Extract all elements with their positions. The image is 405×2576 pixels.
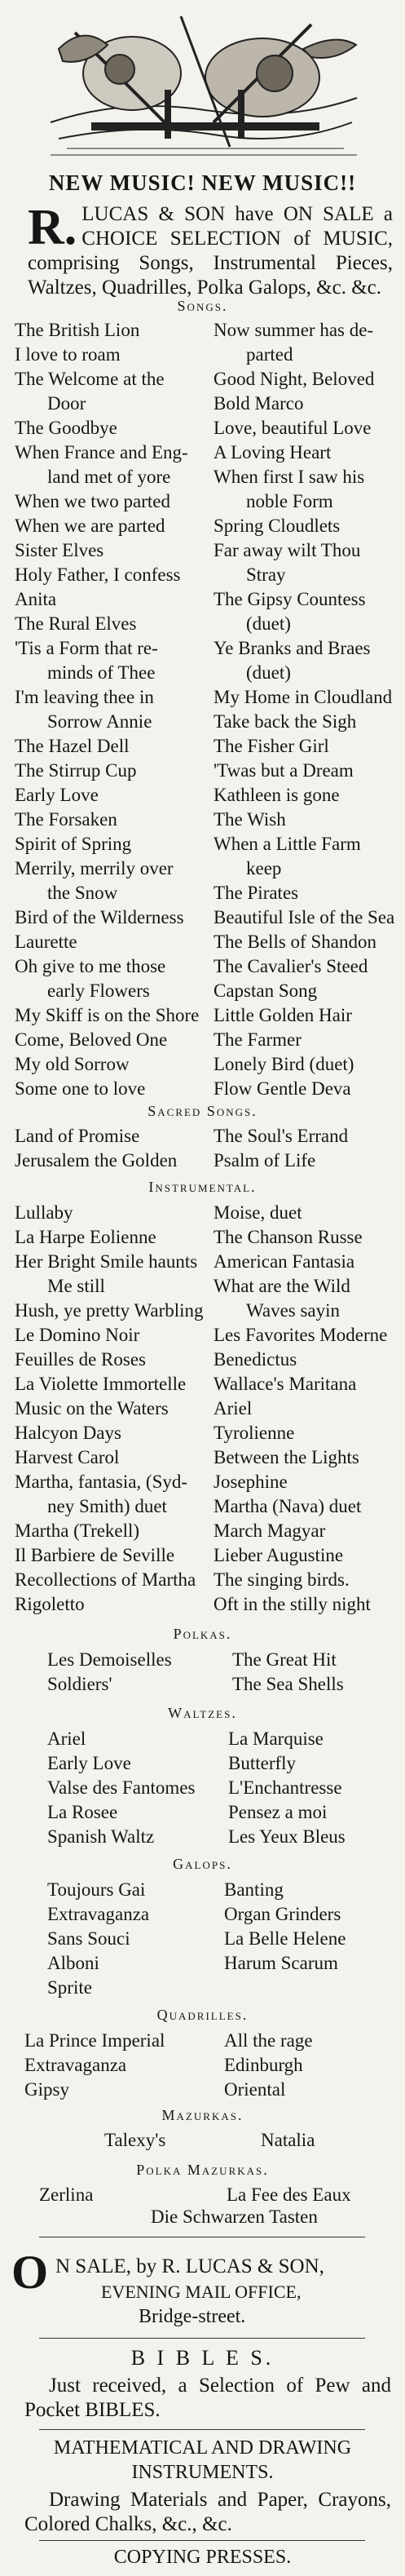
list-item: My old Sorrow [15,1054,130,1074]
list-item: The Forsaken [15,809,117,830]
list-item: Bold Marco [214,393,304,414]
list-item: Organ Grinders [224,1904,341,1924]
list-item: What are the Wild [214,1276,350,1296]
section-heading-songs: Songs. [177,298,228,314]
list-item: The Fisher Girl [214,736,329,756]
list-item: Feuilles de Roses [15,1349,146,1370]
list-item: When we two parted [15,491,170,511]
divider [39,2338,365,2339]
list-item: L'Enchantresse [228,1777,342,1798]
section-heading-polkas: Polkas. [173,1626,232,1642]
list-item: The Rural Elves [15,613,137,634]
list-item: Between the Lights [214,1447,359,1467]
list-item: Bird of the Wilderness [15,907,184,927]
copying-presses-heading: COPYING PRESSES. [113,2547,292,2568]
list-item: The Soul's Errand [214,1126,349,1146]
intro-paragraph [28,202,393,300]
list-item: The Welcome at the [15,369,165,389]
list-item: Martha (Trekell) [15,1520,140,1541]
section-heading-instrumental: Instrumental. [148,1179,257,1195]
list-item: A Loving Heart [214,442,332,463]
list-item: Some one to love [15,1078,146,1099]
list-item: Moise, duet [214,1202,302,1223]
list-item: Natalia [261,2130,315,2150]
list-item: The Hazel Dell [15,736,130,756]
list-item: Il Barbiere de Seville [15,1545,175,1565]
list-item: Benedictus [214,1349,297,1370]
polka-mazurkas-right-column [227,2183,351,2207]
list-item: I'm leaving thee in [15,687,154,707]
quadrilles-right-column [224,2029,313,2102]
list-item: All the rage [224,2030,313,2051]
list-item: Come, Beloved One [15,1029,168,1050]
waltzes-left-column [47,1727,195,1849]
section-heading-quadrilles: Quadrilles. [156,2007,249,2023]
list-item: Beautiful Isle of the Sea [214,907,395,927]
list-item: Merrily, merrily over [15,858,174,879]
list-item: Rigoletto [15,1594,85,1614]
on-sale-line-1: N SALE, by R. LUCAS & SON, [55,2255,324,2277]
list-item: Valse des Fantomes [47,1777,196,1798]
list-item: Spring Cloudlets [214,516,341,536]
list-item: La Violette Immortelle [15,1374,187,1394]
list-item: The Gipsy Countess [214,589,366,609]
list-item: Le Domino Noir [15,1325,140,1345]
headline: NEW MUSIC! NEW MUSIC!! [48,170,357,195]
list-item: American Fantasia [214,1251,355,1272]
waltzes-right-column [228,1727,346,1849]
list-item: Ye Branks and Braes [214,638,371,658]
list-item: The Chanson Russe [214,1227,363,1247]
list-item: I love to roam [15,344,121,365]
list-item: Harvest Carol [15,1447,120,1467]
list-item: The Great Hit [232,1649,337,1670]
list-item: La Fee des Eaux [227,2184,351,2205]
divider [39,2540,365,2541]
list-item: Take back the Sigh [214,711,357,732]
list-item: La Harpe Eolienne [15,1227,156,1247]
list-item: Pensez a moi [228,1802,328,1822]
quadrilles-left-column [24,2029,165,2102]
on-sale-dropcap: O [11,2246,49,2299]
polka-mazurkas-left-column [39,2183,93,2207]
list-item: Jerusalem the Golden [15,1150,178,1171]
on-sale-line-2: EVENING MAIL OFFICE, [101,2282,302,2302]
list-item: Spanish Waltz [47,1826,155,1847]
list-item: Extravaganza [47,1904,150,1924]
list-item: Kathleen is gone [214,785,340,805]
list-item: Oft in the stilly night [214,1594,371,1614]
list-item: minds of Thee [47,662,156,683]
list-item: The Cavalier's Steed [214,956,368,976]
list-item: Now summer has de- [214,320,374,340]
section-heading-galops: Galops. [173,1856,232,1872]
list-item: Ariel [214,1398,253,1419]
list-item: Les Yeux Bleus [228,1826,346,1847]
list-item: Little Golden Hair [214,1005,352,1025]
sacred-right-column [214,1124,348,1173]
list-item: 'Twas but a Dream [214,760,354,781]
polka-mazurka-center-title: Die Schwarzen Tasten [151,2206,318,2227]
list-item: Capstan Song [214,980,318,1001]
list-item: When first I saw his [214,467,365,487]
list-item: Spirit of Spring [15,834,132,854]
list-item: Extravaganza [24,2055,127,2075]
list-item: The British Lion [15,320,140,340]
list-item: Soldiers' [47,1674,112,1694]
list-item: Her Bright Smile haunts [15,1251,198,1272]
section-heading-sacred-songs: Sacred Songs. [147,1103,258,1119]
list-item: Love, beautiful Love [214,418,372,438]
polkas-left-column [47,1648,172,1697]
math-text: Drawing Materials and Paper, Crayons, Colored Chalks, &c., &c. [24,2489,391,2535]
list-item: Anita [15,589,57,609]
section-heading-waltzes: Waltzes. [168,1705,237,1721]
list-item: Alboni [47,1953,99,1973]
mazurkas-left-column [104,2128,165,2153]
list-item: Early Love [15,785,99,805]
on-sale-line-3: Bridge-street. [139,2306,246,2327]
bibles-heading: B I B L E S. [130,2346,275,2370]
list-item: Waves sayin [246,1300,341,1321]
list-item: Music on the Waters [15,1398,169,1419]
list-item: My Home in Cloudland [214,687,393,707]
galops-left-column [47,1878,149,2000]
list-item: La Prince Imperial [24,2030,165,2051]
list-item: When a Little Farm [214,834,361,854]
musical-instruments-engraving [42,0,365,162]
list-item: Martha (Nava) duet [214,1496,362,1516]
list-item: Ariel [47,1728,86,1749]
math-heading-2: INSTRUMENTS. [131,2462,274,2483]
list-item: Les Demoiselles [47,1649,172,1670]
math-heading-1: MATHEMATICAL AND DRAWING [53,2437,352,2459]
songs-right-column [214,318,394,1101]
intro-text: LUCAS & SON have ON SALE a CHOICE SELECTION of MUSIC, comprising Songs, Instrumental Pieces, Waltzes, Quadrilles, Polka Galops, &c. &c. [28,203,393,299]
list-item: Oh give to me those [15,956,166,976]
instrumental-right-column [214,1201,387,1617]
list-item: The Bells of Shandon [214,932,376,952]
list-item: Toujours Gai [47,1879,146,1900]
list-item: Halcyon Days [15,1423,121,1443]
list-item: March Magyar [214,1520,326,1541]
list-item: Talexy's [104,2130,166,2150]
list-item: The Wish [214,809,286,830]
list-item: The Stirrup Cup [15,760,137,781]
polkas-right-column [232,1648,344,1697]
list-item: parted [246,344,293,365]
list-item: Sprite [47,1977,92,1998]
list-item: Recollections of Martha [15,1569,196,1590]
list-item: Gipsy [24,2079,69,2100]
intro-dropcap: R. [28,200,77,255]
list-item: The singing birds. [214,1569,350,1590]
list-item: Door [47,393,86,414]
list-item: land met of yore [47,467,171,487]
list-item: Psalm of Life [214,1150,316,1171]
list-item: Early Love [47,1753,131,1773]
list-item: La Belle Helene [224,1928,346,1949]
list-item: When France and Eng- [15,442,188,463]
section-heading-polka-mazurkas: Polka Mazurkas. [136,2162,269,2178]
list-item: Sans Souci [47,1928,130,1949]
mazurkas-right-column [261,2128,315,2153]
list-item: Wallace's Maritana [214,1374,357,1394]
list-item: Sorrow Annie [47,711,152,732]
sacred-left-column [15,1124,177,1173]
list-item: My Skiff is on the Shore [15,1005,200,1025]
list-item: early Flowers [47,980,150,1001]
list-item: La Rosee [47,1802,118,1822]
instrumental-left-column [15,1201,204,1617]
list-item: The Goodbye [15,418,117,438]
songs-left-column [15,318,199,1101]
list-item: ney Smith) duet [47,1496,167,1516]
list-item: Lonely Bird (duet) [214,1054,354,1074]
list-item: Martha, fantasia, (Syd- [15,1472,188,1492]
list-item: the Snow [47,883,118,903]
list-item: The Sea Shells [232,1674,344,1694]
list-item: Land of Promise [15,1126,140,1146]
bibles-text: Just received, a Selection of Pew and Pocket BIBLES. [24,2375,391,2421]
list-item: Holy Father, I confess [15,564,181,585]
list-item: Tyrolienne [214,1423,295,1443]
list-item: Edinburgh [224,2055,303,2075]
list-item: Zerlina [39,2184,94,2205]
list-item: Good Night, Beloved [214,369,375,389]
divider [39,2429,365,2430]
list-item: Harum Scarum [224,1953,338,1973]
list-item: (duet) [246,662,291,683]
list-item: Far away wilt Thou [214,540,361,560]
list-item: Lullaby [15,1202,73,1223]
list-item: noble Form [246,491,333,511]
list-item: Josephine [214,1472,288,1492]
list-item: Oriental [224,2079,286,2100]
galops-right-column [224,1878,346,1976]
list-item: When we are parted [15,516,165,536]
section-heading-mazurkas: Mazurkas. [161,2107,244,2123]
list-item: Butterfly [228,1753,297,1773]
list-item: Sister Elves [15,540,104,560]
list-item: Laurette [15,932,77,952]
list-item: (duet) [246,613,291,634]
list-item: Stray [246,564,286,585]
list-item: keep [246,858,282,879]
list-item: Me still [47,1276,105,1296]
list-item: Lieber Augustine [214,1545,344,1565]
list-item: The Pirates [214,883,299,903]
list-item: Banting [224,1879,284,1900]
list-item: Flow Gentle Deva [214,1078,351,1099]
list-item: Hush, ye pretty Warbling [15,1300,204,1321]
list-item: Les Favorites Moderne [214,1325,388,1345]
list-item: The Farmer [214,1029,302,1050]
list-item: 'Tis a Form that re- [15,638,158,658]
list-item: La Marquise [228,1728,324,1749]
